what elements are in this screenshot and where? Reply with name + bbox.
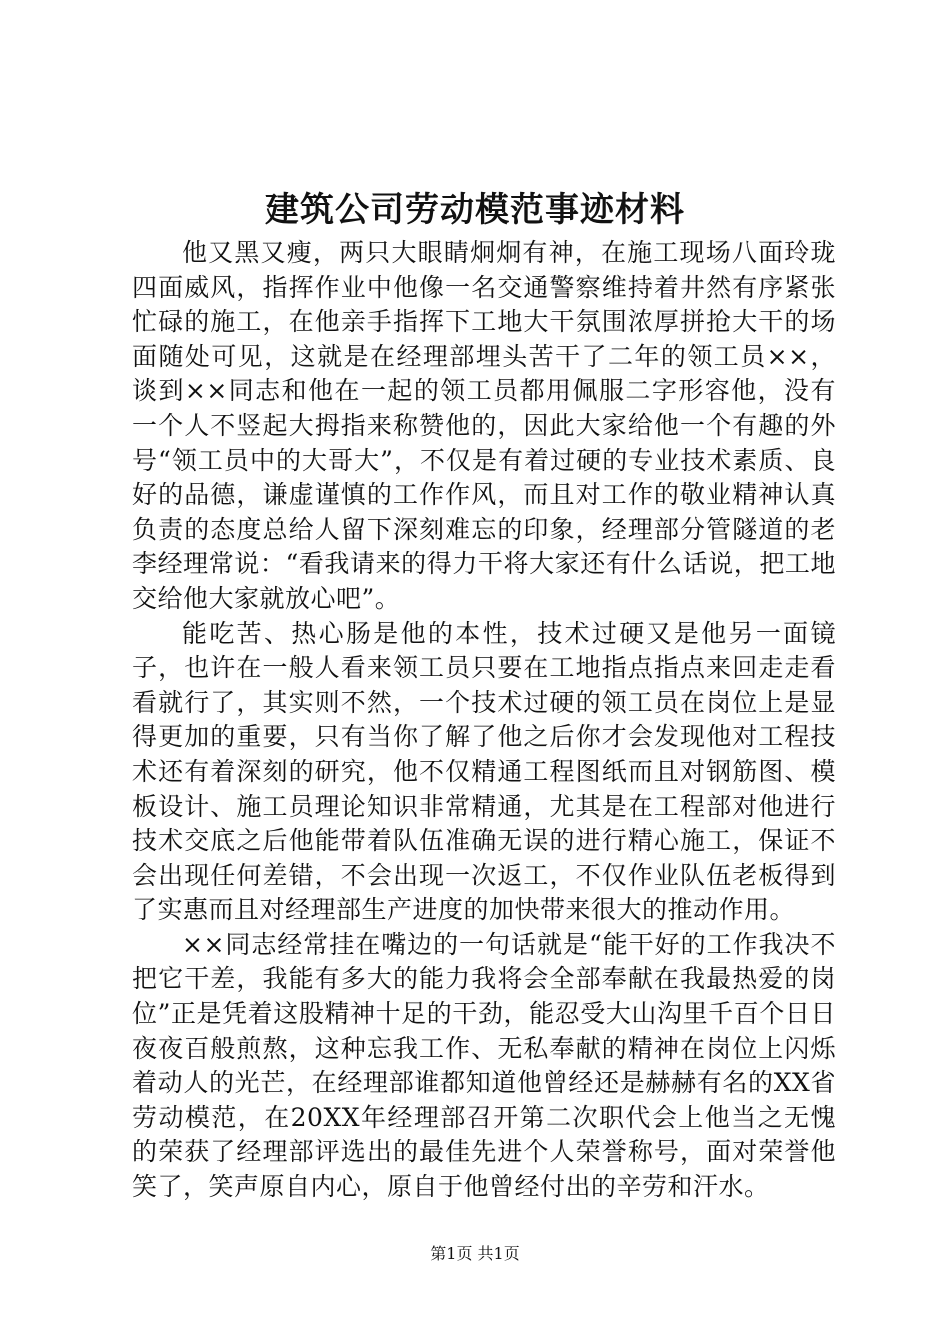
- page-number-footer: 第1页 共1页: [430, 1244, 520, 1263]
- paragraph-2: 能吃苦、热心肠是他的本性，技术过硬又是他另一面镜子，也许在一般人看来领工员只要在工地指点指点来回走走看看就行了，其实则不然，一个技术过硬的领工员在岗位上是显得更加的重要，只有当你了解了他之后你才会发现他对工程技术还有着深刻的研究，他不仅精通工程图纸而且对钢筋图、模板设计、施工员理论知识非常精通，尤其是在工程部对他进行技术交底之后他能带着队伍准确无误的进行精心施工，保证不会出现任何差错，不会出现一次返工，不仅作业队伍老板得到了实惠而且对经理部生产进度的加快带来很大的推动作用。: [132, 618, 836, 925]
- document-title: 建筑公司劳动模范事迹材料: [265, 190, 685, 230]
- paragraph-3: ××同志经常挂在嘴边的一句话就是“能干好的工作我决不把它干差，我能有多大的能力我将会全部奉献在我最热爱的岗位”正是凭着这股精神十足的干劲，能忍受大山沟里千百个日日夜夜百般煎熬，这种忘我工作、无私奉献的精神在岗位上闪烁着动人的光芒，在经理部谁都知道他曾经还是赫赫有名的XX省劳动模范，在20XX年经理部召开第二次职代会上他当之无愧的荣获了经理部评选出的最佳先进个人荣誉称号，面对荣誉他笑了，笑声原自内心，原自于他曾经付出的辛劳和汗水。: [132, 929, 836, 1202]
- paragraph-1: 他又黑又瘦，两只大眼睛炯炯有神，在施工现场八面玲珑四面威风，指挥作业中他像一名交通警察维持着井然有序紧张忙碌的施工，在他亲手指挥下工地大干氛围浓厚拼抢大干的场面随处可见，这就是在经理部埋头苦干了二年的领工员××，谈到××同志和他在一起的领工员都用佩服二字形容他，没有一个人不竖起大拇指来称赞他的，因此大家给他一个有趣的外号“领工员中的大哥大”，不仅是有着过硬的专业技术素质、良好的品德，谦虚谨慎的工作作风，而且对工作的敬业精神认真负责的态度总给人留下深刻难忘的印象，经理部分管隧道的老李经理常说：“看我请来的得力干将大家还有什么话说，把工地交给他大家就放心吧”。: [132, 238, 836, 613]
- document-body: [132, 236, 836, 1205]
